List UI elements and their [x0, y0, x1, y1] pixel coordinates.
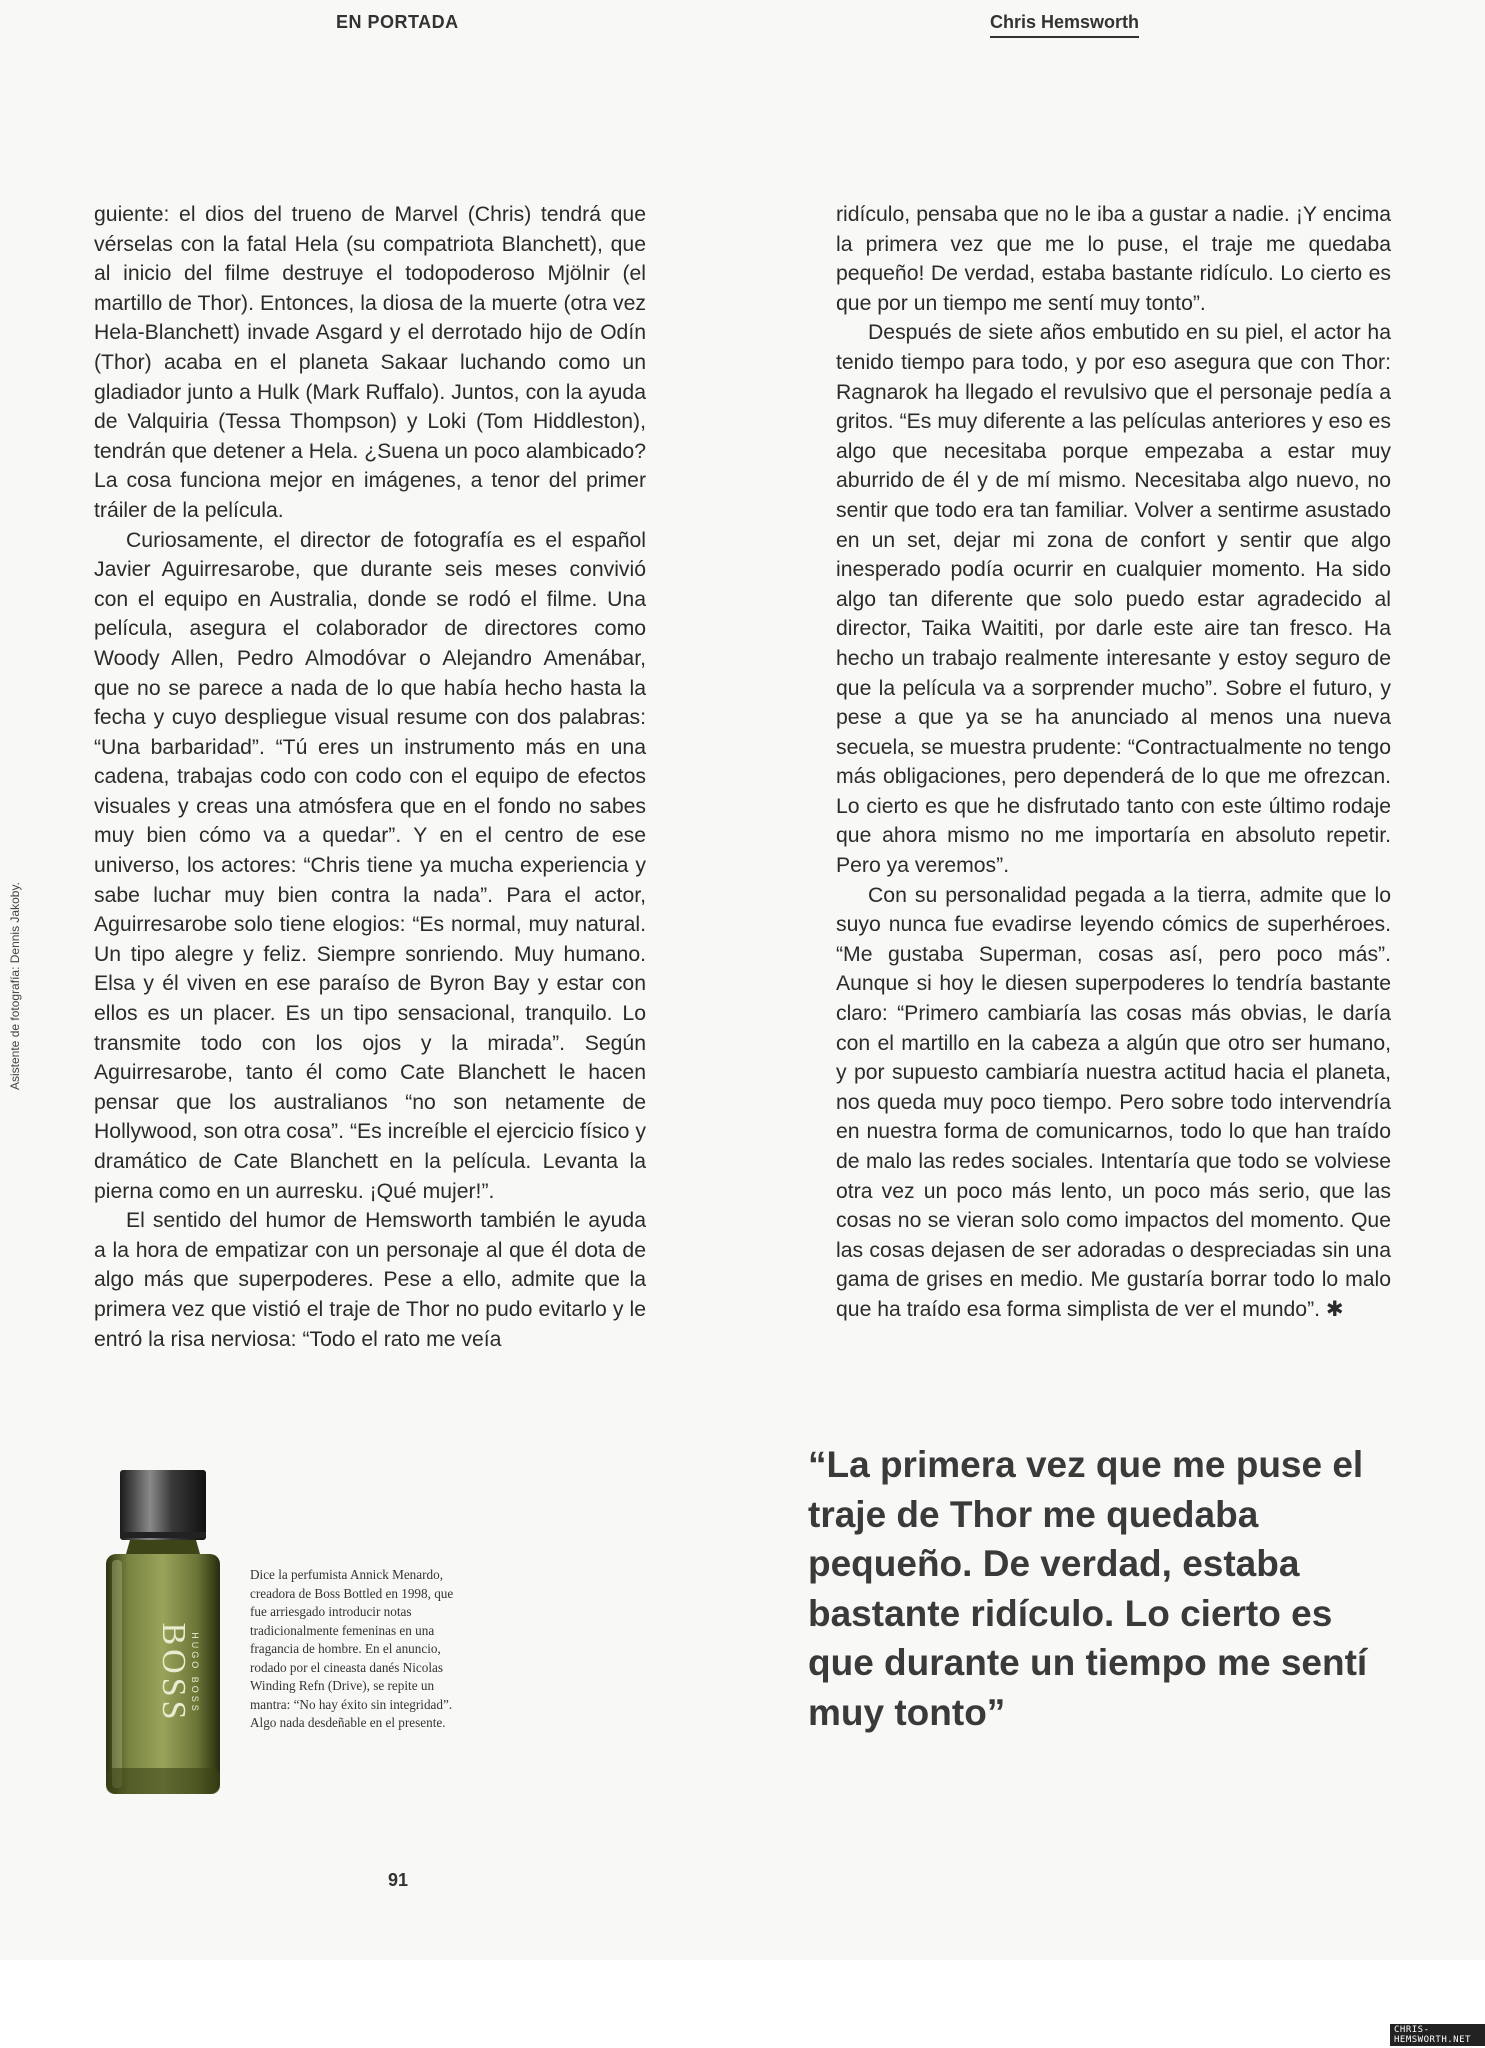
paragraph: Con su personalidad pegada a la tierra, admite que lo suyo nunca fue evadirse leyendo cómics de superhéroes. “Me gustaba Superman, cosas así, pero poco más”. Aunque si hoy le diesen superpoderes lo tendría bastante claro: “Primero cambiaría las cosas más obvias, le daría con el martillo en la cabeza a algún que otro ser humano, y por supuesto cambiaría nuestra actitud hacia el planeta, nos queda muy poco tiempo. Pero sobre todo intervendría en nuestra forma de comunicarnos, todo lo que han traído de malo las redes sociales. Intentaría que todo se volviese otra vez un poco más lento, un poco más serio, que las cosas no se vieran solo como impactos del momento. Que las cosas dejasen de ser adoradas o despreciadas sin una gama de grises en medio. Me gustaría borrar todo lo malo que ha traído esa forma simplista de ver el mundo”. ✱	[836, 883, 1391, 1321]
paragraph: Después de siete años embutido en su piel, el actor ha tenido tiempo para todo, y por eso asegura que con Thor: Ragnarok ha llegado el revulsivo que el personaje pedía a gritos. “Es muy diferente a las películas anteriores y eso es algo que necesitaba porque empezaba a estar muy aburrido de él y de mí mismo. Necesitaba algo nuevo, no sentir que todo era tan familiar. Volver a sentirme asustado en un set, dejar mi zona de confort y sentir que algo inesperado podía ocurrir en cualquier momento. Ha sido algo tan diferente que solo puedo estar agradecido al director, Taika Waititi, por darle este aire tan fresco. Ha hecho un trabajo realmente interesante y estoy seguro de que la película va a sorprender mucho”. Sobre el futuro, y pese a que ya se ha anunciado al menos una nueva secuela, se muestra prudente: “Contractualmente no tengo más obligaciones, pero dependerá de lo que me ofrezcan. Lo cierto es que he disfrutado tanto con este último rodaje que ahora mismo no me importaría en absoluto repetir. Pero ya veremos”.	[836, 321, 1391, 878]
scan-margin	[0, 1960, 1485, 2048]
paragraph: ridículo, pensaba que no le iba a gustar a nadie. ¡Y encima la primera vez que me lo puse, el traje me quedaba pequeño! De verdad, estaba bastante ridículo. Lo cierto es que por un tiempo me sentí muy tonto”.	[836, 203, 1391, 315]
section-header: EN PORTADA	[336, 12, 459, 32]
bottle-sub-label: HUGO BOSS	[190, 1632, 200, 1714]
paragraph: guiente: el dios del trueno de Marvel (Chris) tendrá que vérselas con la fatal Hela (su compatriota Blanchett), que al inicio del filme destruye el todopoderoso Mjölnir (el martillo de Thor). Entonces, la diosa de la muerte (otra vez Hela-Blanchett) invade Asgard y el derrotado hijo de Odín (Thor) acaba en el planeta Sakaar luchando como un gladiador junto a Hulk (Mark Ruffalo). Juntos, con la ayuda de Valquiria (Tessa Thompson) y Loki (Tom Hiddleston), tendrán que detener a Hela. ¿Suena un poco alambicado? La cosa funciona mejor en imágenes, a tenor del primer tráiler de la película.	[94, 203, 646, 522]
bottle-brand-label: BOSS	[155, 1622, 192, 1724]
product-caption: Dice la perfumista Annick Menardo, creadora de Boss Bottled en 1998, que fue arriesgado introducir notas tradicionalmente femeninas en una fragancia de hombre. En el anuncio, rodado por el cineasta danés Nicolas Winding Refn (Drive), se repite un mantra: “No hay éxito sin integridad”. Algo nada desdeñable en el presente.	[250, 1567, 454, 1730]
watermark: CHRIS-HEMSWORTH.NET	[1390, 2024, 1485, 2046]
paragraph: El sentido del humor de Hemsworth también le ayuda a la hora de empatizar con un personaje al que él dota de algo más que superpoderes. Pese a ello, admite que la primera vez que vistió el traje de Thor no pudo evitarlo y le entró la risa nerviosa: “Todo el rato me veía	[94, 1209, 646, 1351]
photo-credit: Asistente de fotografía: Dennis Jakoby.	[8, 882, 22, 1090]
pull-quote: “La primera vez que me puse el traje de Thor me quedaba pequeño. De verdad, estaba bastante ridículo. Lo cierto es que durante un tiempo me sentí muy tonto”	[808, 1444, 1368, 1733]
right-text-column	[836, 200, 1391, 1325]
page-number: 91	[388, 1870, 409, 1890]
left-text-column	[94, 200, 646, 1354]
perfume-bottle-image	[100, 1468, 226, 1798]
paragraph: Curiosamente, el director de fotografía es el español Javier Aguirresarobe, que durante seis meses convivió con el equipo en Australia, donde se rodó el filme. Una película, asegura el colaborador de directores como Woody Allen, Pedro Almodóvar o Alejandro Amenábar, que no se parece a nada de lo que había hecho hasta la fecha y cuyo despliegue visual resume con dos palabras: “Una barbaridad”. “Tú eres un instrumento más en una cadena, trabajas codo con codo con el equipo de efectos visuales y creas una atmósfera que en el fondo no sabes muy bien cómo va a quedar”. Y en el centro de ese universo, los actores: “Chris tiene ya mucha experiencia y sabe luchar muy bien contra la nada”. Para el actor, Aguirresarobe solo tiene elogios: “Es normal, muy natural. Un tipo alegre y feliz. Siempre sonriendo. Muy humano. Elsa y él viven en ese paraíso de Byron Bay y estar con ellos es un placer. Es un tipo sensacional, tranquilo. Lo transmite todo con los ojos y la mirada”. Según Aguirresarobe, tanto él como Cate Blanchett le hacen pensar que los australianos “no son netamente de Hollywood, son otra cosa”. “Es increíble el ejercicio físico y dramático de Cate Blanchett en la película. Levanta la pierna como en un aurresku. ¡Qué mujer!”.	[94, 528, 646, 1203]
subject-header: Chris Hemsworth	[990, 12, 1139, 38]
